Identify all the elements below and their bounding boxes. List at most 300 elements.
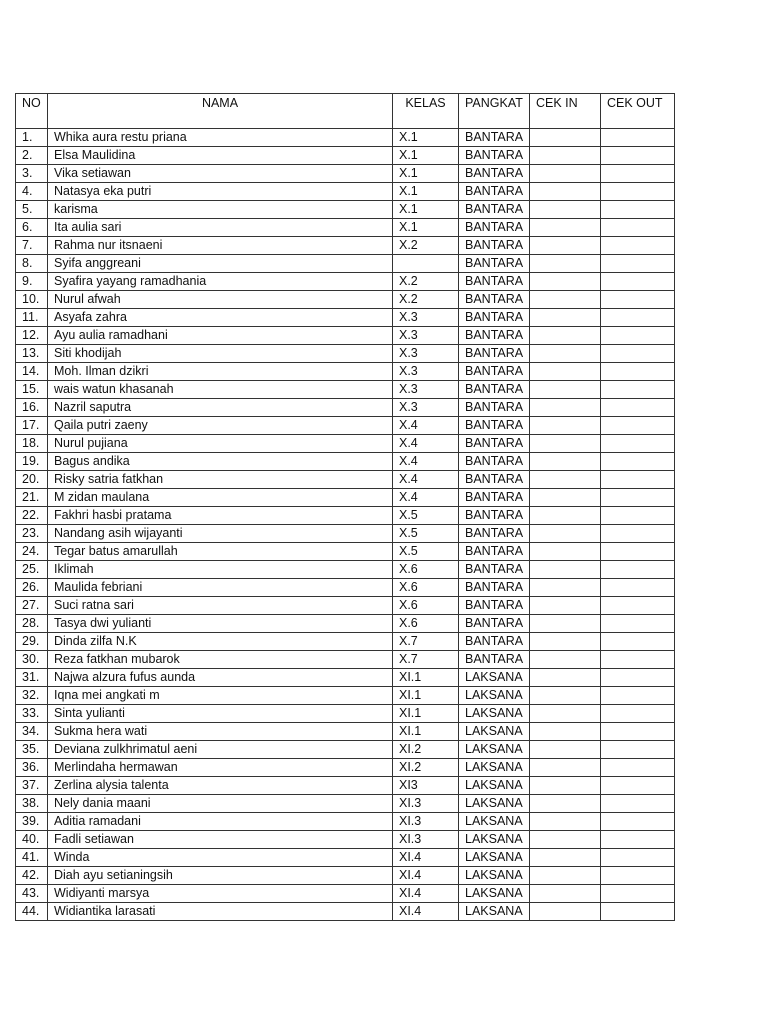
- cek-out-cell[interactable]: [601, 417, 675, 435]
- student-name: Natasya eka putri: [48, 183, 393, 201]
- rank-cell: BANTARA: [459, 399, 530, 417]
- table-row: [16, 615, 675, 633]
- rank-cell: BANTARA: [459, 255, 530, 273]
- header-no: NO: [16, 94, 48, 129]
- cek-in-cell[interactable]: [530, 615, 601, 633]
- class-cell: [393, 255, 459, 273]
- table-row: [16, 381, 675, 399]
- rank-cell: BANTARA: [459, 417, 530, 435]
- student-name: Syifa anggreani: [48, 255, 393, 273]
- student-name: Sukma hera wati: [48, 723, 393, 741]
- table-row: [16, 183, 675, 201]
- cek-in-cell[interactable]: [530, 885, 601, 903]
- cek-in-cell[interactable]: [530, 705, 601, 723]
- rank-cell: BANTARA: [459, 633, 530, 651]
- row-number: 31.: [16, 669, 48, 687]
- cek-out-cell[interactable]: [601, 435, 675, 453]
- row-number: 38.: [16, 795, 48, 813]
- class-cell: XI.4: [393, 903, 459, 921]
- cek-in-cell[interactable]: [530, 849, 601, 867]
- cek-out-cell[interactable]: [601, 471, 675, 489]
- cek-out-cell[interactable]: [601, 237, 675, 255]
- row-number: 33.: [16, 705, 48, 723]
- cek-in-cell[interactable]: [530, 507, 601, 525]
- rank-cell: BANTARA: [459, 309, 530, 327]
- table-row: [16, 237, 675, 255]
- class-cell: XI.3: [393, 795, 459, 813]
- student-name: Tasya dwi yulianti: [48, 615, 393, 633]
- rank-cell: LAKSANA: [459, 903, 530, 921]
- cek-in-cell[interactable]: [530, 147, 601, 165]
- cek-out-cell[interactable]: [601, 453, 675, 471]
- table-row: [16, 579, 675, 597]
- cek-in-cell[interactable]: [530, 669, 601, 687]
- table-row: [16, 345, 675, 363]
- table-row: [16, 525, 675, 543]
- table-row: [16, 687, 675, 705]
- cek-in-cell[interactable]: [530, 777, 601, 795]
- cek-out-cell[interactable]: [601, 669, 675, 687]
- cek-in-cell[interactable]: [530, 741, 601, 759]
- cek-out-cell[interactable]: [601, 867, 675, 885]
- rank-cell: LAKSANA: [459, 687, 530, 705]
- rank-cell: BANTARA: [459, 201, 530, 219]
- class-cell: XI3: [393, 777, 459, 795]
- cek-in-cell[interactable]: [530, 417, 601, 435]
- cek-in-cell[interactable]: [530, 489, 601, 507]
- cek-in-cell[interactable]: [530, 255, 601, 273]
- student-name: Dinda zilfa N.K: [48, 633, 393, 651]
- cek-out-cell[interactable]: [601, 309, 675, 327]
- cek-in-cell[interactable]: [530, 291, 601, 309]
- student-name: Nazril saputra: [48, 399, 393, 417]
- table-row: [16, 489, 675, 507]
- student-name: Nurul afwah: [48, 291, 393, 309]
- rank-cell: BANTARA: [459, 219, 530, 237]
- class-cell: X.4: [393, 471, 459, 489]
- class-cell: X.1: [393, 129, 459, 147]
- cek-in-cell[interactable]: [530, 435, 601, 453]
- table-row: [16, 255, 675, 273]
- table-row: [16, 129, 675, 147]
- table-row: [16, 543, 675, 561]
- row-number: 20.: [16, 471, 48, 489]
- row-number: 29.: [16, 633, 48, 651]
- cek-in-cell[interactable]: [530, 399, 601, 417]
- cek-out-cell[interactable]: [601, 579, 675, 597]
- class-cell: XI.2: [393, 741, 459, 759]
- row-number: 11.: [16, 309, 48, 327]
- row-number: 10.: [16, 291, 48, 309]
- rank-cell: BANTARA: [459, 435, 530, 453]
- header-cek-in: CEK IN: [530, 94, 601, 129]
- row-number: 25.: [16, 561, 48, 579]
- cek-out-cell[interactable]: [601, 345, 675, 363]
- cek-out-cell[interactable]: [601, 561, 675, 579]
- student-name: Nandang asih wijayanti: [48, 525, 393, 543]
- cek-in-cell[interactable]: [530, 525, 601, 543]
- table-row: [16, 813, 675, 831]
- table-row: [16, 651, 675, 669]
- class-cell: X.4: [393, 435, 459, 453]
- header-row: [16, 94, 675, 129]
- student-name: Rahma nur itsnaeni: [48, 237, 393, 255]
- row-number: 15.: [16, 381, 48, 399]
- row-number: 9.: [16, 273, 48, 291]
- cek-out-cell[interactable]: [601, 183, 675, 201]
- table-row: [16, 561, 675, 579]
- class-cell: XI.2: [393, 759, 459, 777]
- row-number: 42.: [16, 867, 48, 885]
- row-number: 5.: [16, 201, 48, 219]
- rank-cell: BANTARA: [459, 183, 530, 201]
- class-cell: X.1: [393, 165, 459, 183]
- cek-out-cell[interactable]: [601, 291, 675, 309]
- class-cell: X.7: [393, 651, 459, 669]
- rank-cell: LAKSANA: [459, 705, 530, 723]
- row-number: 26.: [16, 579, 48, 597]
- cek-in-cell[interactable]: [530, 543, 601, 561]
- cek-out-cell[interactable]: [601, 525, 675, 543]
- cek-in-cell[interactable]: [530, 471, 601, 489]
- cek-out-cell[interactable]: [601, 273, 675, 291]
- cek-out-cell[interactable]: [601, 633, 675, 651]
- student-name: Nurul pujiana: [48, 435, 393, 453]
- student-name: karisma: [48, 201, 393, 219]
- student-name: Risky satria fatkhan: [48, 471, 393, 489]
- cek-out-cell[interactable]: [601, 327, 675, 345]
- cek-in-cell[interactable]: [530, 813, 601, 831]
- student-name: Winda: [48, 849, 393, 867]
- student-name: Diah ayu setianingsih: [48, 867, 393, 885]
- table-row: [16, 453, 675, 471]
- cek-in-cell[interactable]: [530, 309, 601, 327]
- student-name: Widiantika larasati: [48, 903, 393, 921]
- class-cell: XI.4: [393, 849, 459, 867]
- cek-out-cell[interactable]: [601, 885, 675, 903]
- rank-cell: BANTARA: [459, 651, 530, 669]
- cek-in-cell[interactable]: [530, 327, 601, 345]
- cek-in-cell[interactable]: [530, 381, 601, 399]
- class-cell: X.2: [393, 237, 459, 255]
- cek-out-cell[interactable]: [601, 759, 675, 777]
- student-name: Merlindaha hermawan: [48, 759, 393, 777]
- class-cell: X.3: [393, 363, 459, 381]
- cek-in-cell[interactable]: [530, 165, 601, 183]
- rank-cell: BANTARA: [459, 381, 530, 399]
- cek-out-cell[interactable]: [601, 201, 675, 219]
- row-number: 6.: [16, 219, 48, 237]
- header-kelas: KELAS: [393, 94, 459, 129]
- rank-cell: BANTARA: [459, 597, 530, 615]
- row-number: 34.: [16, 723, 48, 741]
- class-cell: X.6: [393, 615, 459, 633]
- row-number: 40.: [16, 831, 48, 849]
- rank-cell: BANTARA: [459, 561, 530, 579]
- rank-cell: BANTARA: [459, 525, 530, 543]
- rank-cell: LAKSANA: [459, 885, 530, 903]
- attendance-table: [15, 93, 675, 921]
- row-number: 4.: [16, 183, 48, 201]
- cek-in-cell[interactable]: [530, 453, 601, 471]
- table-row: [16, 633, 675, 651]
- student-name: Tegar batus amarullah: [48, 543, 393, 561]
- cek-in-cell[interactable]: [530, 831, 601, 849]
- cek-in-cell[interactable]: [530, 687, 601, 705]
- rank-cell: BANTARA: [459, 579, 530, 597]
- row-number: 19.: [16, 453, 48, 471]
- row-number: 22.: [16, 507, 48, 525]
- student-name: Iqna mei angkati m: [48, 687, 393, 705]
- class-cell: X.3: [393, 381, 459, 399]
- class-cell: X.2: [393, 291, 459, 309]
- row-number: 14.: [16, 363, 48, 381]
- table-row: [16, 903, 675, 921]
- row-number: 28.: [16, 615, 48, 633]
- table-row: [16, 363, 675, 381]
- student-name: Iklimah: [48, 561, 393, 579]
- cek-out-cell[interactable]: [601, 777, 675, 795]
- rank-cell: LAKSANA: [459, 831, 530, 849]
- table-row: [16, 885, 675, 903]
- cek-in-cell[interactable]: [530, 633, 601, 651]
- class-cell: X.3: [393, 327, 459, 345]
- class-cell: X.6: [393, 597, 459, 615]
- cek-out-cell[interactable]: [601, 651, 675, 669]
- rank-cell: LAKSANA: [459, 741, 530, 759]
- table-row: [16, 831, 675, 849]
- row-number: 18.: [16, 435, 48, 453]
- cek-out-cell[interactable]: [601, 831, 675, 849]
- cek-out-cell[interactable]: [601, 795, 675, 813]
- cek-out-cell[interactable]: [601, 741, 675, 759]
- cek-out-cell[interactable]: [601, 381, 675, 399]
- class-cell: XI.1: [393, 705, 459, 723]
- table-row: [16, 507, 675, 525]
- table-header: [16, 94, 675, 129]
- row-number: 27.: [16, 597, 48, 615]
- row-number: 1.: [16, 129, 48, 147]
- table-row: [16, 147, 675, 165]
- cek-out-cell[interactable]: [601, 489, 675, 507]
- class-cell: XI.4: [393, 867, 459, 885]
- row-number: 12.: [16, 327, 48, 345]
- cek-out-cell[interactable]: [601, 597, 675, 615]
- student-name: Widiyanti marsya: [48, 885, 393, 903]
- class-cell: X.4: [393, 453, 459, 471]
- row-number: 8.: [16, 255, 48, 273]
- table-row: [16, 705, 675, 723]
- class-cell: X.2: [393, 273, 459, 291]
- cek-out-cell[interactable]: [601, 543, 675, 561]
- table-row: [16, 417, 675, 435]
- table-row: [16, 867, 675, 885]
- cek-in-cell[interactable]: [530, 345, 601, 363]
- cek-in-cell[interactable]: [530, 219, 601, 237]
- cek-out-cell[interactable]: [601, 219, 675, 237]
- class-cell: X.4: [393, 417, 459, 435]
- cek-out-cell[interactable]: [601, 165, 675, 183]
- class-cell: X.3: [393, 399, 459, 417]
- class-cell: X.5: [393, 507, 459, 525]
- table-row: [16, 165, 675, 183]
- class-cell: X.1: [393, 183, 459, 201]
- class-cell: XI.3: [393, 813, 459, 831]
- cek-in-cell[interactable]: [530, 363, 601, 381]
- class-cell: X.4: [393, 489, 459, 507]
- table-row: [16, 759, 675, 777]
- cek-in-cell[interactable]: [530, 597, 601, 615]
- class-cell: X.5: [393, 543, 459, 561]
- row-number: 30.: [16, 651, 48, 669]
- rank-cell: BANTARA: [459, 165, 530, 183]
- table-row: [16, 597, 675, 615]
- table-row: [16, 219, 675, 237]
- class-cell: X.3: [393, 345, 459, 363]
- table-row: [16, 327, 675, 345]
- class-cell: X.7: [393, 633, 459, 651]
- rank-cell: BANTARA: [459, 615, 530, 633]
- row-number: 21.: [16, 489, 48, 507]
- cek-in-cell[interactable]: [530, 759, 601, 777]
- cek-in-cell[interactable]: [530, 795, 601, 813]
- student-name: Najwa alzura fufus aunda: [48, 669, 393, 687]
- row-number: 39.: [16, 813, 48, 831]
- student-name: Nely dania maani: [48, 795, 393, 813]
- student-name: Asyafa zahra: [48, 309, 393, 327]
- row-number: 24.: [16, 543, 48, 561]
- cek-out-cell[interactable]: [601, 363, 675, 381]
- cek-in-cell[interactable]: [530, 273, 601, 291]
- rank-cell: BANTARA: [459, 363, 530, 381]
- table-row: [16, 291, 675, 309]
- rank-cell: BANTARA: [459, 543, 530, 561]
- student-name: Maulida febriani: [48, 579, 393, 597]
- cek-in-cell[interactable]: [530, 201, 601, 219]
- student-name: Ayu aulia ramadhani: [48, 327, 393, 345]
- rank-cell: BANTARA: [459, 327, 530, 345]
- cek-out-cell[interactable]: [601, 705, 675, 723]
- rank-cell: LAKSANA: [459, 813, 530, 831]
- student-name: Moh. Ilman dzikri: [48, 363, 393, 381]
- cek-out-cell[interactable]: [601, 687, 675, 705]
- cek-in-cell[interactable]: [530, 903, 601, 921]
- student-name: Whika aura restu priana: [48, 129, 393, 147]
- rank-cell: BANTARA: [459, 129, 530, 147]
- student-name: Fakhri hasbi pratama: [48, 507, 393, 525]
- row-number: 41.: [16, 849, 48, 867]
- student-name: Fadli setiawan: [48, 831, 393, 849]
- rank-cell: BANTARA: [459, 291, 530, 309]
- rank-cell: BANTARA: [459, 273, 530, 291]
- cek-out-cell[interactable]: [601, 849, 675, 867]
- rank-cell: LAKSANA: [459, 669, 530, 687]
- class-cell: X.6: [393, 579, 459, 597]
- class-cell: XI.4: [393, 885, 459, 903]
- cek-out-cell[interactable]: [601, 399, 675, 417]
- row-number: 44.: [16, 903, 48, 921]
- class-cell: XI.1: [393, 687, 459, 705]
- cek-in-cell[interactable]: [530, 237, 601, 255]
- table-row: [16, 201, 675, 219]
- class-cell: XI.3: [393, 831, 459, 849]
- table-row: [16, 741, 675, 759]
- row-number: 17.: [16, 417, 48, 435]
- row-number: 13.: [16, 345, 48, 363]
- row-number: 32.: [16, 687, 48, 705]
- rank-cell: LAKSANA: [459, 723, 530, 741]
- rank-cell: BANTARA: [459, 453, 530, 471]
- class-cell: X.1: [393, 201, 459, 219]
- class-cell: X.6: [393, 561, 459, 579]
- cek-out-cell[interactable]: [601, 723, 675, 741]
- table-row: [16, 435, 675, 453]
- row-number: 2.: [16, 147, 48, 165]
- student-name: M zidan maulana: [48, 489, 393, 507]
- rank-cell: BANTARA: [459, 147, 530, 165]
- cek-in-cell[interactable]: [530, 867, 601, 885]
- row-number: 23.: [16, 525, 48, 543]
- table-row: [16, 471, 675, 489]
- student-name: Deviana zulkhrimatul aeni: [48, 741, 393, 759]
- cek-in-cell[interactable]: [530, 723, 601, 741]
- student-name: Reza fatkhan mubarok: [48, 651, 393, 669]
- rank-cell: BANTARA: [459, 507, 530, 525]
- rank-cell: BANTARA: [459, 237, 530, 255]
- class-cell: X.1: [393, 147, 459, 165]
- table-row: [16, 723, 675, 741]
- table-row: [16, 399, 675, 417]
- student-name: Aditia ramadani: [48, 813, 393, 831]
- cek-out-cell[interactable]: [601, 615, 675, 633]
- student-name: Elsa Maulidina: [48, 147, 393, 165]
- cek-in-cell[interactable]: [530, 129, 601, 147]
- cek-in-cell[interactable]: [530, 183, 601, 201]
- cek-out-cell[interactable]: [601, 903, 675, 921]
- student-name: Sinta yulianti: [48, 705, 393, 723]
- table-row: [16, 795, 675, 813]
- cek-in-cell[interactable]: [530, 579, 601, 597]
- student-name: wais watun khasanah: [48, 381, 393, 399]
- student-name: Vika setiawan: [48, 165, 393, 183]
- rank-cell: LAKSANA: [459, 759, 530, 777]
- cek-in-cell[interactable]: [530, 561, 601, 579]
- table-body: [16, 129, 675, 921]
- table-row: [16, 273, 675, 291]
- rank-cell: BANTARA: [459, 471, 530, 489]
- class-cell: X.1: [393, 219, 459, 237]
- rank-cell: LAKSANA: [459, 777, 530, 795]
- cek-out-cell[interactable]: [601, 255, 675, 273]
- header-pangkat: PANGKAT: [459, 94, 530, 129]
- student-name: Siti khodijah: [48, 345, 393, 363]
- cek-out-cell[interactable]: [601, 813, 675, 831]
- student-name: Ita aulia sari: [48, 219, 393, 237]
- class-cell: X.5: [393, 525, 459, 543]
- class-cell: XI.1: [393, 669, 459, 687]
- class-cell: X.3: [393, 309, 459, 327]
- cek-out-cell[interactable]: [601, 147, 675, 165]
- row-number: 16.: [16, 399, 48, 417]
- student-name: Bagus andika: [48, 453, 393, 471]
- header-cek-out: CEK OUT: [601, 94, 675, 129]
- student-name: Syafira yayang ramadhania: [48, 273, 393, 291]
- row-number: 37.: [16, 777, 48, 795]
- rank-cell: LAKSANA: [459, 795, 530, 813]
- cek-in-cell[interactable]: [530, 651, 601, 669]
- cek-out-cell[interactable]: [601, 129, 675, 147]
- cek-out-cell[interactable]: [601, 507, 675, 525]
